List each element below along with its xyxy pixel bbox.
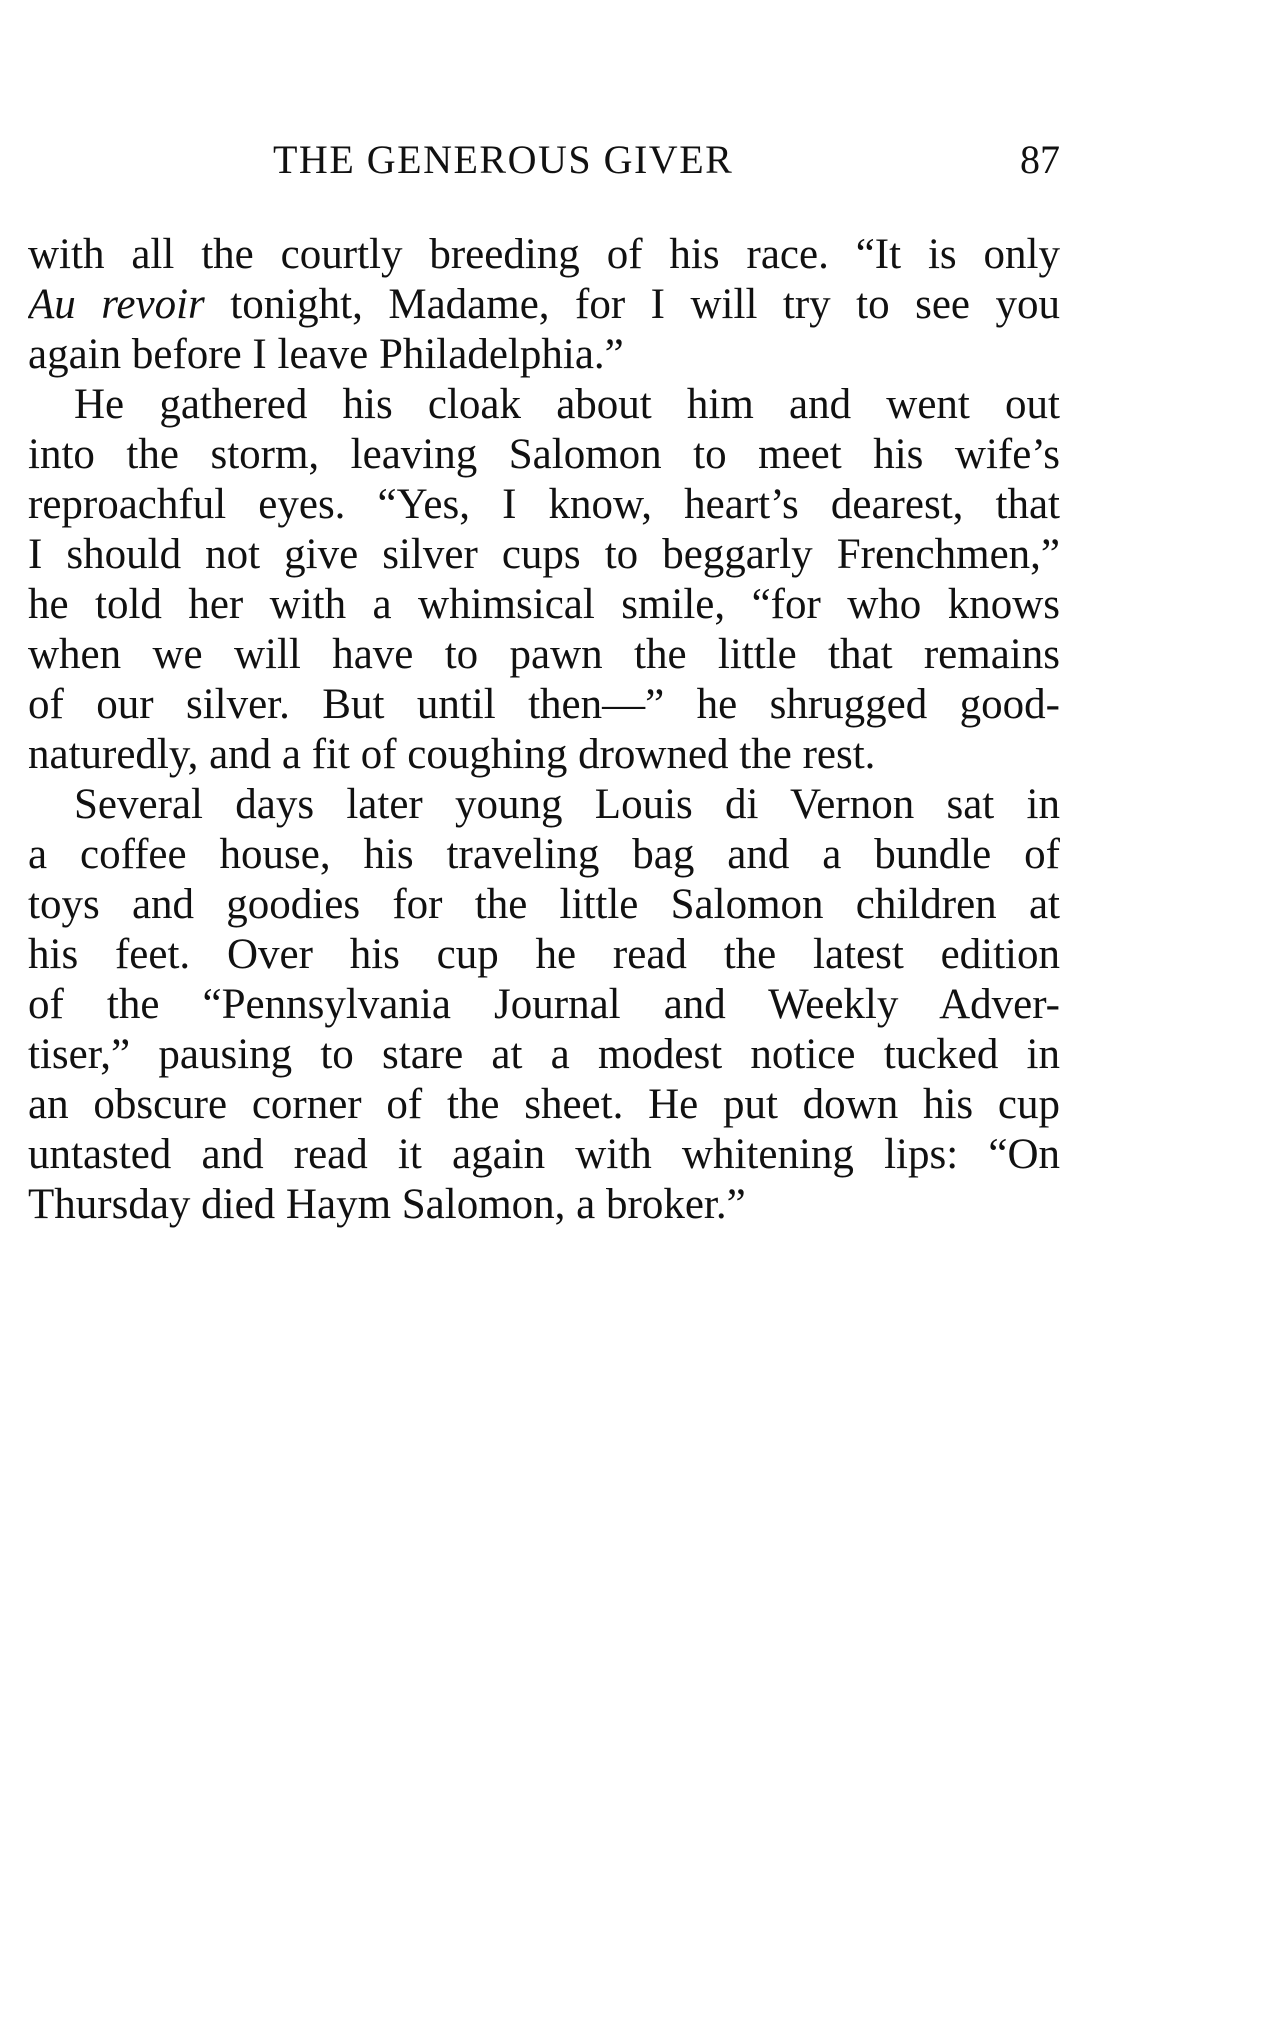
text-line: Thursday died Haym Salomon, a broker.”	[28, 1181, 746, 1228]
text-line: of our silver. But until then—” he shrugged good-	[28, 681, 1060, 728]
running-title: THE GENEROUS GIVER	[273, 137, 734, 182]
text-line: his feet. Over his cup he read the latest edition	[28, 931, 1060, 978]
italic-phrase: Au revoir	[28, 281, 205, 328]
text-line: I should not give silver cups to beggarly Frenchmen,”	[28, 531, 1060, 578]
text-line: with all the courtly breeding of his race. “It is only	[28, 231, 1060, 278]
body-text	[28, 230, 1060, 1230]
text-line: of the “Pennsylvania Journal and Weekly Adver-	[28, 981, 1060, 1028]
text-line: toys and goodies for the little Salomon children at	[28, 881, 1060, 928]
text-line: into the storm, leaving Salomon to meet his wife’s	[28, 431, 1060, 478]
text-line: when we will have to pawn the little that remains	[28, 631, 1060, 678]
text-line	[28, 280, 1060, 330]
text-line: Several days later young Louis di Vernon sat in	[74, 781, 1060, 828]
text-line: an obscure corner of the sheet. He put down his cup	[28, 1081, 1060, 1128]
text-line: again before I leave Philadelphia.”	[28, 331, 624, 378]
running-head	[28, 136, 1060, 196]
text-line: a coffee house, his traveling bag and a bundle of	[28, 831, 1060, 878]
text-line: naturedly, and a fit of coughing drowned the rest.	[28, 731, 876, 778]
text-line-rest: tonight, Madame, for I will try to see you	[230, 281, 1060, 328]
text-line: He gathered his cloak about him and went out	[74, 381, 1060, 428]
text-line: untasted and read it again with whitening lips: “On	[28, 1131, 1060, 1178]
text-line: reproachful eyes. “Yes, I know, heart’s dearest, that	[28, 481, 1060, 528]
text-line: he told her with a whimsical smile, “for who knows	[28, 581, 1060, 628]
text-line: tiser,” pausing to stare at a modest notice tucked in	[28, 1031, 1060, 1078]
page-number: 87	[1020, 137, 1060, 182]
